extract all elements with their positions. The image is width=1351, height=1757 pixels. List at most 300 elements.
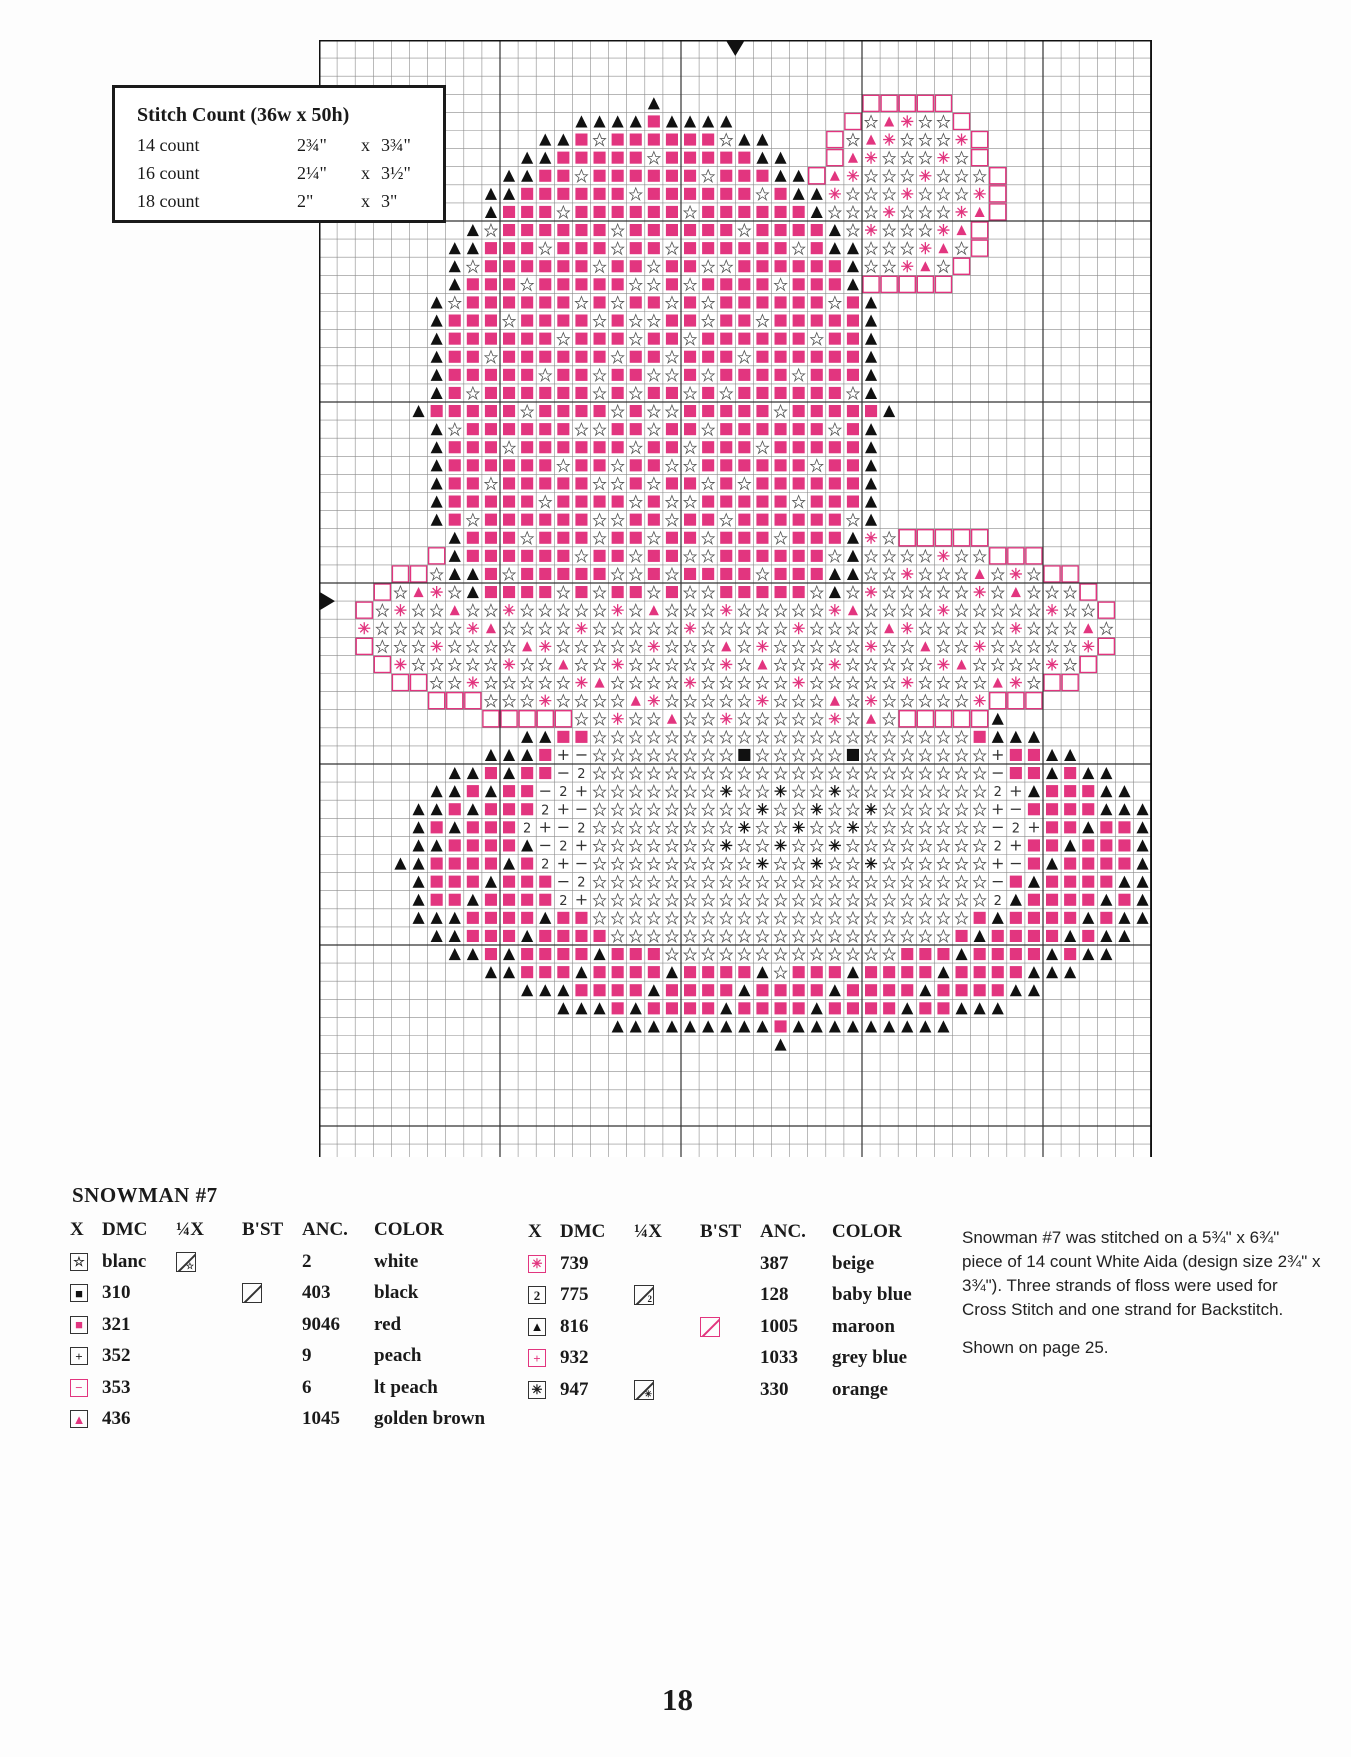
pink-square-stitch (557, 315, 569, 327)
pink-square-stitch (1046, 821, 1058, 833)
pink-plus-symbol-icon: + (528, 1349, 546, 1367)
pink-square-stitch (738, 496, 750, 508)
pink-square-stitch (811, 387, 823, 399)
legend-dmc: 353 (102, 1376, 131, 1398)
pink-square-stitch (503, 496, 515, 508)
pink-square-stitch (793, 260, 805, 272)
legend-row (70, 1246, 485, 1278)
two-stitch: 2 (577, 767, 586, 783)
pink-square-stitch (793, 586, 805, 598)
pink-square-stitch (612, 369, 624, 381)
pink-square-stitch (811, 532, 823, 544)
pink-square-stitch (575, 514, 587, 526)
pink-square-stitch (1028, 767, 1040, 779)
pink-square-stitch (575, 333, 587, 345)
pink-square-stitch (1028, 894, 1040, 906)
pink-square-stitch (503, 894, 515, 906)
pink-square-stitch (539, 224, 551, 236)
legend-dmc: 932 (560, 1347, 589, 1369)
pink-square-stitch (630, 586, 642, 598)
pink-square-stitch (775, 586, 787, 598)
pink-square-stitch (1100, 858, 1112, 870)
count-height: 3¾" (381, 135, 411, 155)
legend-dmc: 775 (560, 1284, 589, 1306)
quarter-stitch-icon: ☆ (176, 1252, 196, 1272)
pink-square-stitch (648, 296, 660, 308)
pink-square-stitch (684, 134, 696, 146)
pink-square-stitch (449, 333, 461, 345)
pink-square-stitch (684, 477, 696, 489)
pink-square-stitch (539, 387, 551, 399)
pink-square-stitch (467, 278, 479, 290)
pink-square-stitch (449, 405, 461, 417)
pink-square-stitch (1046, 839, 1058, 851)
legend-bst (700, 1317, 760, 1337)
asterisk-symbol-icon: ✳ (528, 1381, 546, 1399)
pink-asterisk-symbol-icon: ✳ (528, 1255, 546, 1273)
pink-square-stitch (775, 315, 787, 327)
pink-square-stitch (557, 152, 569, 164)
pink-square-stitch (720, 984, 732, 996)
pink-square-stitch (756, 351, 768, 363)
pink-square-stitch (775, 242, 787, 254)
pink-square-stitch (575, 188, 587, 200)
legend-row (70, 1372, 485, 1404)
pink-square-stitch (720, 532, 732, 544)
pink-square-stitch (485, 459, 497, 471)
pink-square-stitch (883, 1002, 895, 1014)
legend-anc: 1045 (302, 1408, 340, 1430)
pink-square-stitch (738, 152, 750, 164)
pink-square-stitch (1046, 785, 1058, 797)
legend-quarter (634, 1285, 700, 1305)
pink-square-stitch (1028, 803, 1040, 815)
pink-square-stitch (1064, 821, 1076, 833)
pink-square-stitch (485, 586, 497, 598)
pink-square-stitch (575, 459, 587, 471)
pink-square-stitch (684, 1002, 696, 1014)
pink-square-stitch (431, 858, 443, 870)
pink-square-stitch (811, 315, 823, 327)
two-stitch: 2 (993, 785, 1002, 801)
pink-square-stitch (775, 568, 787, 580)
pink-square-stitch (557, 260, 569, 272)
pink-square-stitch (666, 441, 678, 453)
pink-square-stitch (630, 224, 642, 236)
pink-square-stitch (594, 966, 606, 978)
pink-square-stitch (1010, 930, 1022, 942)
legend-symbol (70, 1284, 102, 1302)
count-label: 14 count (137, 135, 200, 155)
pink-square-stitch (756, 459, 768, 471)
pink-square-stitch (539, 315, 551, 327)
pink-square-stitch (539, 188, 551, 200)
pink-square-stitch (775, 550, 787, 562)
legend-symbol (528, 1318, 560, 1336)
pink-square-stitch (847, 477, 859, 489)
pink-square-stitch (793, 278, 805, 290)
pink-square-stitch (612, 315, 624, 327)
legend-row (528, 1374, 912, 1406)
pink-square-stitch (738, 568, 750, 580)
legend-dmc: 352 (102, 1345, 131, 1367)
pink-square-stitch (666, 532, 678, 544)
pink-square-stitch (648, 387, 660, 399)
pink-square-stitch (702, 134, 714, 146)
pink-square-stitch (539, 333, 551, 345)
pink-square-stitch (1082, 839, 1094, 851)
pink-square-stitch (829, 496, 841, 508)
pink-square-stitch (503, 387, 515, 399)
pink-square-stitch (612, 170, 624, 182)
header-x: X (528, 1221, 542, 1242)
two-stitch: 2 (1011, 821, 1020, 837)
pink-square-stitch (539, 550, 551, 562)
two-symbol-icon: 2 (528, 1286, 546, 1304)
pink-square-stitch (793, 532, 805, 544)
pink-square-stitch (557, 405, 569, 417)
pink-square-stitch (594, 224, 606, 236)
pink-square-stitch (1010, 948, 1022, 960)
pink-square-stitch (720, 188, 732, 200)
pink-square-stitch (594, 152, 606, 164)
pink-square-stitch (467, 351, 479, 363)
pink-square-stitch (1064, 858, 1076, 870)
pink-square-stitch (485, 387, 497, 399)
pink-square-stitch (829, 278, 841, 290)
pink-square-stitch (503, 278, 515, 290)
pink-square-stitch (901, 966, 913, 978)
pink-square-stitch (793, 296, 805, 308)
pink-square-stitch (720, 170, 732, 182)
pink-square-stitch (756, 206, 768, 218)
legend-dmc: 739 (560, 1252, 589, 1274)
pink-square-stitch (503, 876, 515, 888)
pink-square-stitch (793, 1002, 805, 1014)
pink-square-stitch (485, 930, 497, 942)
pink-square-stitch (1046, 912, 1058, 924)
legend-symbol (528, 1286, 560, 1304)
pink-square-stitch (684, 532, 696, 544)
pink-square-stitch (648, 333, 660, 345)
pink-square-stitch (865, 405, 877, 417)
header-color: COLOR (832, 1221, 902, 1242)
pink-square-stitch (738, 405, 750, 417)
pink-square-stitch (666, 550, 678, 562)
page-number: 18 (662, 1682, 693, 1717)
pink-square-stitch (449, 387, 461, 399)
legend-color: orange (832, 1378, 888, 1400)
pink-square-stitch (992, 930, 1004, 942)
pink-square-stitch (775, 514, 787, 526)
pink-square-stitch (648, 242, 660, 254)
pink-square-stitch (793, 477, 805, 489)
pink-square-stitch (521, 441, 533, 453)
pink-square-stitch (539, 459, 551, 471)
pink-square-stitch (467, 532, 479, 544)
two-stitch: 2 (993, 839, 1002, 855)
pink-square-stitch (557, 351, 569, 363)
pink-square-stitch (467, 839, 479, 851)
pink-square-stitch (684, 188, 696, 200)
legend-color: grey blue (832, 1347, 908, 1369)
pink-square-stitch (485, 242, 497, 254)
two-stitch: 2 (541, 857, 550, 873)
legend-dmc: 310 (102, 1282, 131, 1304)
pink-square-stitch (521, 803, 533, 815)
pink-square-stitch (539, 966, 551, 978)
legend-title: SNOWMAN #7 (72, 1183, 218, 1207)
pink-square-stitch (594, 496, 606, 508)
pink-square-stitch (684, 984, 696, 996)
pink-square-stitch (793, 405, 805, 417)
pink-square-stitch (937, 1002, 949, 1014)
pink-square-stitch (630, 242, 642, 254)
pink-square-stitch (1118, 858, 1130, 870)
pink-square-stitch (811, 224, 823, 236)
pink-square-stitch (449, 839, 461, 851)
pink-square-stitch (1082, 803, 1094, 815)
pink-square-stitch (539, 351, 551, 363)
pink-square-stitch (793, 514, 805, 526)
pink-square-stitch (756, 477, 768, 489)
pink-square-stitch (467, 405, 479, 417)
pink-square-stitch (630, 260, 642, 272)
pink-square-stitch (702, 966, 714, 978)
pink-square-stitch (539, 206, 551, 218)
pink-square-stitch (738, 1002, 750, 1014)
black-square-stitch (738, 749, 750, 761)
pink-square-stitch (829, 441, 841, 453)
pink-square-stitch (431, 876, 443, 888)
pink-square-stitch (666, 315, 678, 327)
pink-square-stitch (775, 459, 787, 471)
pink-square-stitch (775, 351, 787, 363)
pink-square-stitch (557, 242, 569, 254)
black-triangle-symbol-icon: ▲ (528, 1318, 546, 1336)
pink-square-stitch (1028, 912, 1040, 924)
pink-square-stitch (666, 984, 678, 996)
stitch-count-box (112, 85, 446, 223)
pink-square-stitch (539, 568, 551, 580)
pink-square-stitch (648, 568, 660, 580)
pink-square-stitch (485, 496, 497, 508)
pink-square-stitch (756, 170, 768, 182)
pink-square-stitch (449, 803, 461, 815)
pink-square-stitch (756, 532, 768, 544)
pink-square-stitch (847, 351, 859, 363)
pink-square-stitch (738, 550, 750, 562)
pink-square-stitch (612, 550, 624, 562)
pink-square-stitch (630, 351, 642, 363)
pink-square-stitch (557, 296, 569, 308)
pink-square-stitch (738, 966, 750, 978)
pink-square-stitch (756, 369, 768, 381)
pink-square-stitch (467, 477, 479, 489)
pink-square-stitch (847, 405, 859, 417)
pink-square-stitch (811, 441, 823, 453)
legend-symbol (70, 1253, 102, 1271)
two-stitch: 2 (559, 893, 568, 909)
pink-square-stitch (521, 514, 533, 526)
two-stitch: 2 (577, 875, 586, 891)
pink-square-stitch (503, 242, 515, 254)
count-x: x (361, 163, 370, 183)
pink-square-stitch (1010, 749, 1022, 761)
pink-square-stitch (956, 930, 968, 942)
pink-square-stitch (503, 369, 515, 381)
pink-square-stitch (557, 188, 569, 200)
pink-square-stitch (702, 224, 714, 236)
pink-square-stitch (557, 514, 569, 526)
pink-square-stitch (793, 966, 805, 978)
pink-square-stitch (485, 568, 497, 580)
pink-square-stitch (956, 966, 968, 978)
pink-square-stitch (666, 188, 678, 200)
pink-square-stitch (756, 496, 768, 508)
pink-square-stitch (1118, 894, 1130, 906)
pink-square-stitch (738, 315, 750, 327)
legend-anc: 403 (302, 1282, 331, 1304)
black-square-symbol-icon: ■ (70, 1284, 88, 1302)
pink-square-stitch (539, 586, 551, 598)
pink-square-stitch (575, 351, 587, 363)
pink-square-stitch (612, 532, 624, 544)
legend-dmc: 816 (560, 1315, 589, 1337)
pink-square-stitch (702, 459, 714, 471)
pink-square-stitch (666, 1002, 678, 1014)
pink-square-stitch (775, 477, 787, 489)
pink-square-stitch (521, 260, 533, 272)
pink-square-stitch (539, 260, 551, 272)
pink-square-stitch (521, 369, 533, 381)
stitch-count-row (137, 187, 443, 215)
pink-square-stitch (775, 206, 787, 218)
legend-table-left (70, 1214, 485, 1435)
pink-square-stitch (811, 369, 823, 381)
pink-square-stitch (539, 876, 551, 888)
pink-square-stitch (449, 894, 461, 906)
pink-square-stitch (811, 496, 823, 508)
pink-square-stitch (811, 278, 823, 290)
pink-square-stitch (449, 459, 461, 471)
pink-square-stitch (666, 134, 678, 146)
pink-square-stitch (521, 586, 533, 598)
pink-square-stitch (720, 296, 732, 308)
pink-square-stitch (919, 948, 931, 960)
pink-square-stitch (557, 948, 569, 960)
legend-row (528, 1343, 912, 1375)
pink-square-stitch (901, 984, 913, 996)
pink-square-stitch (720, 496, 732, 508)
pink-square-stitch (539, 278, 551, 290)
two-stitch: 2 (993, 893, 1002, 909)
pink-square-stitch (811, 423, 823, 435)
legend-anc: 1005 (760, 1315, 798, 1337)
pink-square-stitch (630, 984, 642, 996)
pink-square-stitch (738, 188, 750, 200)
pink-square-stitch (756, 242, 768, 254)
pink-square-stitch (793, 441, 805, 453)
pink-square-stitch (684, 351, 696, 363)
pink-square-stitch (829, 333, 841, 345)
pink-square-stitch (594, 984, 606, 996)
pink-square-stitch (485, 260, 497, 272)
pink-square-stitch (503, 586, 515, 598)
pink-square-stitch (847, 315, 859, 327)
pink-square-stitch (467, 496, 479, 508)
pink-square-stitch (449, 496, 461, 508)
pink-square-stitch (720, 966, 732, 978)
pink-square-stitch (648, 170, 660, 182)
pink-square-stitch (557, 550, 569, 562)
legend-header (528, 1216, 912, 1248)
pink-square-stitch (449, 369, 461, 381)
pink-square-stitch (521, 224, 533, 236)
pink-square-stitch (775, 1020, 787, 1032)
pink-square-stitch (684, 315, 696, 327)
legend-symbol (70, 1347, 102, 1365)
header-dmc: DMC (560, 1221, 606, 1242)
pink-square-stitch (666, 278, 678, 290)
stitch-count-title: Stitch Count (36w x 50h) (137, 104, 350, 126)
pink-square-stitch (521, 459, 533, 471)
pink-square-stitch (738, 296, 750, 308)
pink-square-stitch (630, 134, 642, 146)
pink-square-stitch (575, 532, 587, 544)
legend-anc: 9 (302, 1345, 312, 1367)
pink-square-stitch (612, 188, 624, 200)
pink-square-stitch (865, 984, 877, 996)
pink-square-stitch (503, 532, 515, 544)
pink-square-stitch (756, 224, 768, 236)
legend-row (528, 1311, 912, 1343)
pink-square-stitch (612, 948, 624, 960)
pink-square-stitch (485, 296, 497, 308)
pink-square-stitch (793, 224, 805, 236)
pink-square-stitch (756, 333, 768, 345)
pink-square-stitch (575, 369, 587, 381)
pink-square-stitch (1046, 803, 1058, 815)
pink-square-stitch (503, 405, 515, 417)
pink-square-stitch (557, 278, 569, 290)
pink-square-stitch (811, 514, 823, 526)
pink-square-stitch (521, 496, 533, 508)
notes-shown-on: Shown on page 25. (962, 1338, 1109, 1357)
legend-color: maroon (832, 1315, 895, 1337)
pink-square-stitch (811, 477, 823, 489)
pink-square-stitch (630, 423, 642, 435)
pink-square-stitch (702, 242, 714, 254)
pink-square-stitch (539, 514, 551, 526)
pink-square-stitch (666, 333, 678, 345)
pink-square-stitch (467, 785, 479, 797)
pink-square-stitch (847, 369, 859, 381)
pink-square-stitch (666, 170, 678, 182)
pink-square-stitch (847, 441, 859, 453)
pink-square-stitch (702, 387, 714, 399)
pink-square-stitch (521, 387, 533, 399)
pink-square-stitch (1100, 839, 1112, 851)
pink-square-stitch (521, 948, 533, 960)
pink-square-stitch (485, 532, 497, 544)
pink-square-stitch (503, 296, 515, 308)
pink-square-stitch (1064, 948, 1076, 960)
pink-square-stitch (485, 369, 497, 381)
pink-square-stitch (485, 550, 497, 562)
pink-square-stitch (1082, 785, 1094, 797)
legend-color: white (374, 1250, 419, 1272)
